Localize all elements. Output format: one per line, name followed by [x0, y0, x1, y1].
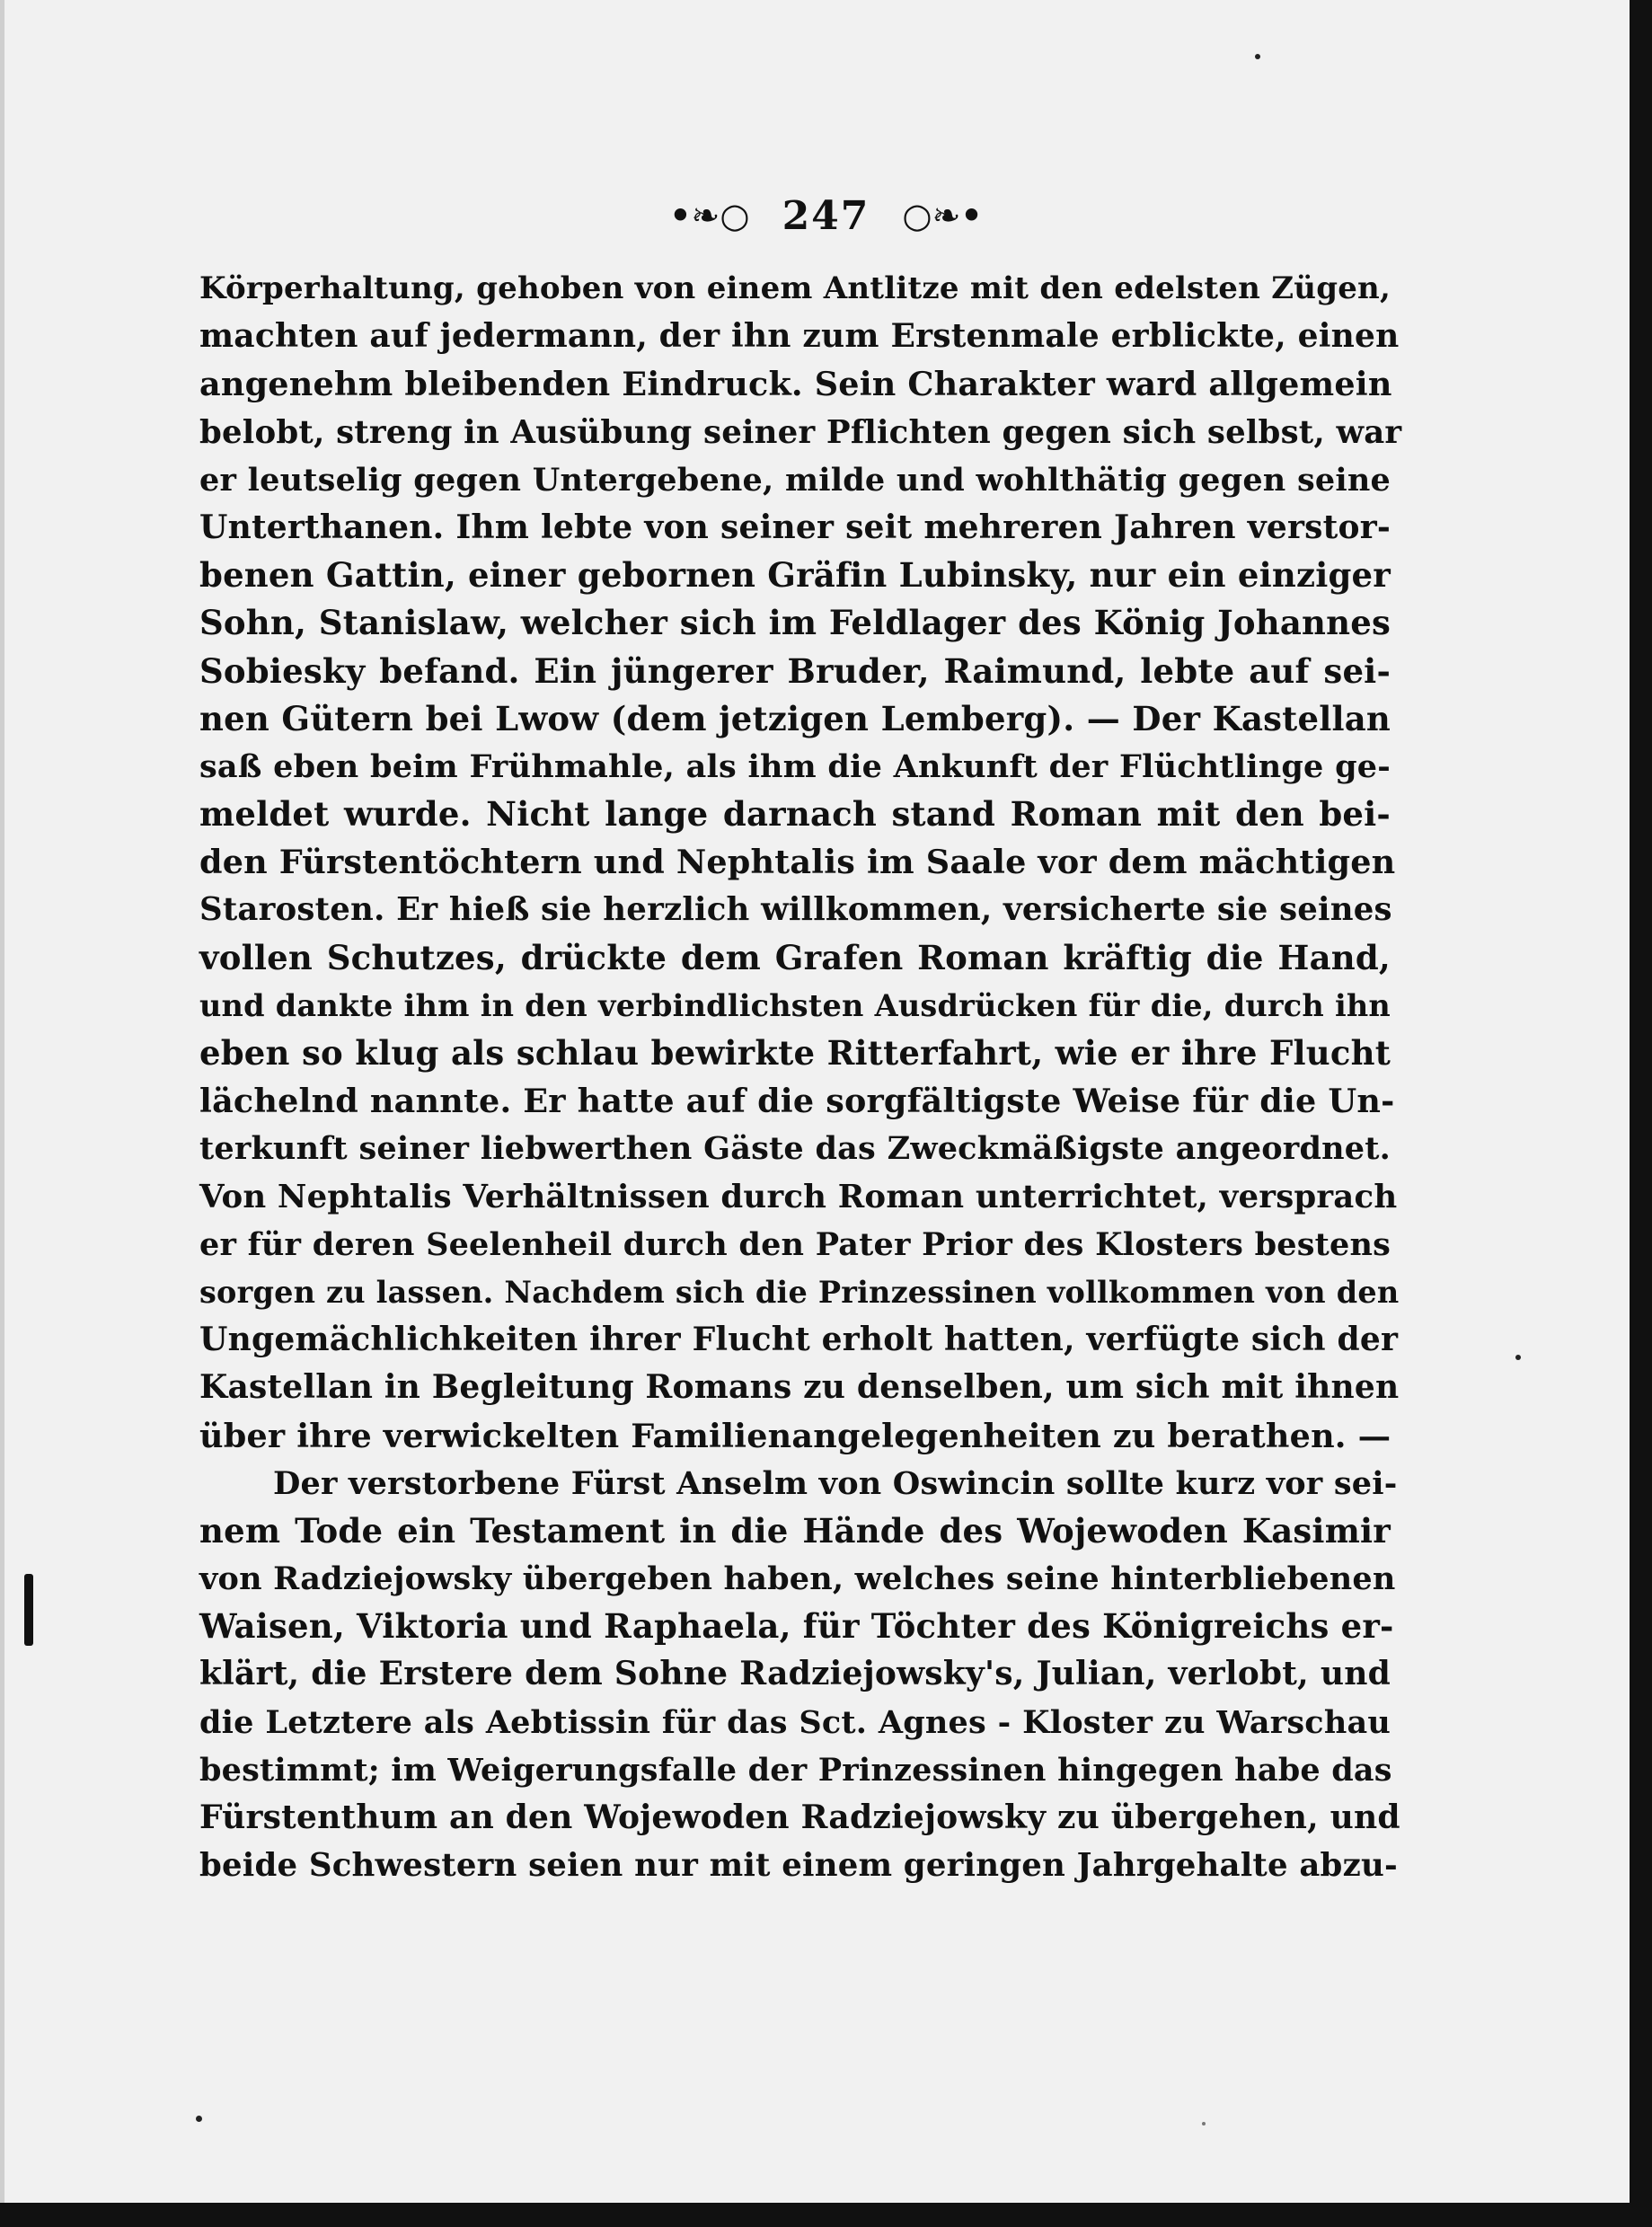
text-line: terkunft seiner liebwerthen Gäste das Zweckmäßigste angeordnet.: [199, 1130, 1391, 1168]
paragraph-1: [199, 265, 1402, 1460]
text-line: Ungemächlichkeiten ihrer Flucht erholt hatten, verfügte sich der: [199, 1321, 1399, 1359]
text-line: Sobiesky befand. Ein jüngerer Bruder, Raimund, lebte auf sei-: [199, 650, 1391, 691]
text-line: klärt, die Erstere dem Sohne Radziejowsky's, Julian, verlobt, und: [199, 1655, 1391, 1693]
text-line: Unterthanen. Ihm lebte von seiner seit mehreren Jahren verstor-: [199, 508, 1391, 546]
text-line: Fürstenthum an den Wojewoden Radziejowsky zu übergehen, und: [199, 1798, 1400, 1836]
text-line: er leutselig gegen Untergebene, milde und wohlthätig gegen seine: [199, 461, 1391, 499]
text-line: und dankte ihm in den verbindlichsten Ausdrücken für die, durch ihn: [199, 987, 1391, 1023]
text-line: bestimmt; im Weigerungsfalle der Prinzessinen hingegen habe das: [199, 1751, 1392, 1789]
text-line: die Letztere als Aebtissin für das Sct. Agnes - Kloster zu Warschau: [199, 1703, 1391, 1741]
text-line: Von Nephtalis Verhältnissen durch Roman unterrichtet, versprach: [199, 1178, 1398, 1215]
speck: [1202, 2122, 1206, 2125]
body-text: [199, 265, 1402, 1889]
text-line: sorgen zu lassen. Nachdem sich die Prinzessinen vollkommen von den: [199, 1274, 1400, 1310]
text-line: meldet wurde. Nicht lange darnach stand Roman mit den bei-: [199, 794, 1391, 835]
ornament-left-icon: •❧○: [669, 196, 750, 235]
text-line: er für deren Seelenheil durch den Pater Prior des Klosters bestens: [199, 1225, 1391, 1263]
text-line: Der verstorbene Fürst Anselm von Oswincin sollte kurz vor sei-: [273, 1464, 1398, 1502]
text-line: saß eben beim Frühmahle, als ihm die Ankunft der Flüchtlinge ge-: [199, 747, 1391, 785]
text-line: angenehm bleibenden Eindruck. Sein Charakter ward allgemein: [199, 365, 1392, 404]
text-line: eben so klug als schlau bewirkte Ritterfahrt, wie er ihre Flucht: [199, 1033, 1391, 1073]
text-line: von Radziejowsky übergeben haben, welches seine hinterbliebenen: [199, 1560, 1396, 1598]
speck: [1515, 1355, 1521, 1360]
text-line: vollen Schutzes, drückte dem Grafen Roman kräftig die Hand,: [199, 937, 1391, 977]
scan-edge-bottom: [0, 2203, 1652, 2227]
text-line: belobt, streng in Ausübung seiner Pflichten gegen sich selbst, war: [199, 413, 1402, 451]
text-line: Kastellan in Begleitung Romans zu denselben, um sich mit ihnen: [199, 1368, 1400, 1407]
text-line: nem Tode ein Testament in die Hände des Wojewoden Kasimir: [199, 1510, 1391, 1551]
text-line: über ihre verwickelten Familienangelegenheiten zu berathen. —: [199, 1416, 1391, 1455]
text-line: nen Gütern bei Lwow (dem jetzigen Lemberg). — Der Kastellan: [199, 698, 1391, 738]
text-line: beide Schwestern seien nur mit einem geringen Jahrgehalte abzu-: [199, 1847, 1398, 1885]
scan-edge-right: [1630, 0, 1652, 2227]
text-line: den Fürstentöchtern und Nephtalis im Saale vor dem mächtigen: [199, 843, 1396, 882]
page-number: 247: [782, 192, 870, 239]
text-line: Waisen, Viktoria und Raphaela, für Töchter des Königreichs er-: [199, 1606, 1394, 1647]
speck: [1255, 54, 1260, 59]
scan-edge-left: [0, 0, 4, 2227]
text-line: Starosten. Er hieß sie herzlich willkommen, versicherte sie seines: [199, 891, 1392, 929]
text-line: Körperhaltung, gehoben von einem Antlitze mit den edelsten Zügen,: [199, 270, 1391, 306]
text-line: lächelnd nannte. Er hatte auf die sorgfältigste Weise für die Un-: [199, 1082, 1395, 1121]
text-line: machten auf jedermann, der ihn zum Erstenmale erblickte, einen: [199, 317, 1400, 356]
margin-mark: [24, 1574, 33, 1646]
page-header: [0, 184, 1652, 247]
text-line: benen Gattin, einer gebornen Gräfin Lubinsky, nur ein einziger: [199, 555, 1391, 596]
paragraph-2: [199, 1460, 1400, 1890]
ornament-right-icon: ○❧•: [902, 196, 983, 235]
text-line: Sohn, Stanislaw, welcher sich im Feldlager des König Johannes: [199, 603, 1391, 643]
speck: [196, 2116, 202, 2122]
